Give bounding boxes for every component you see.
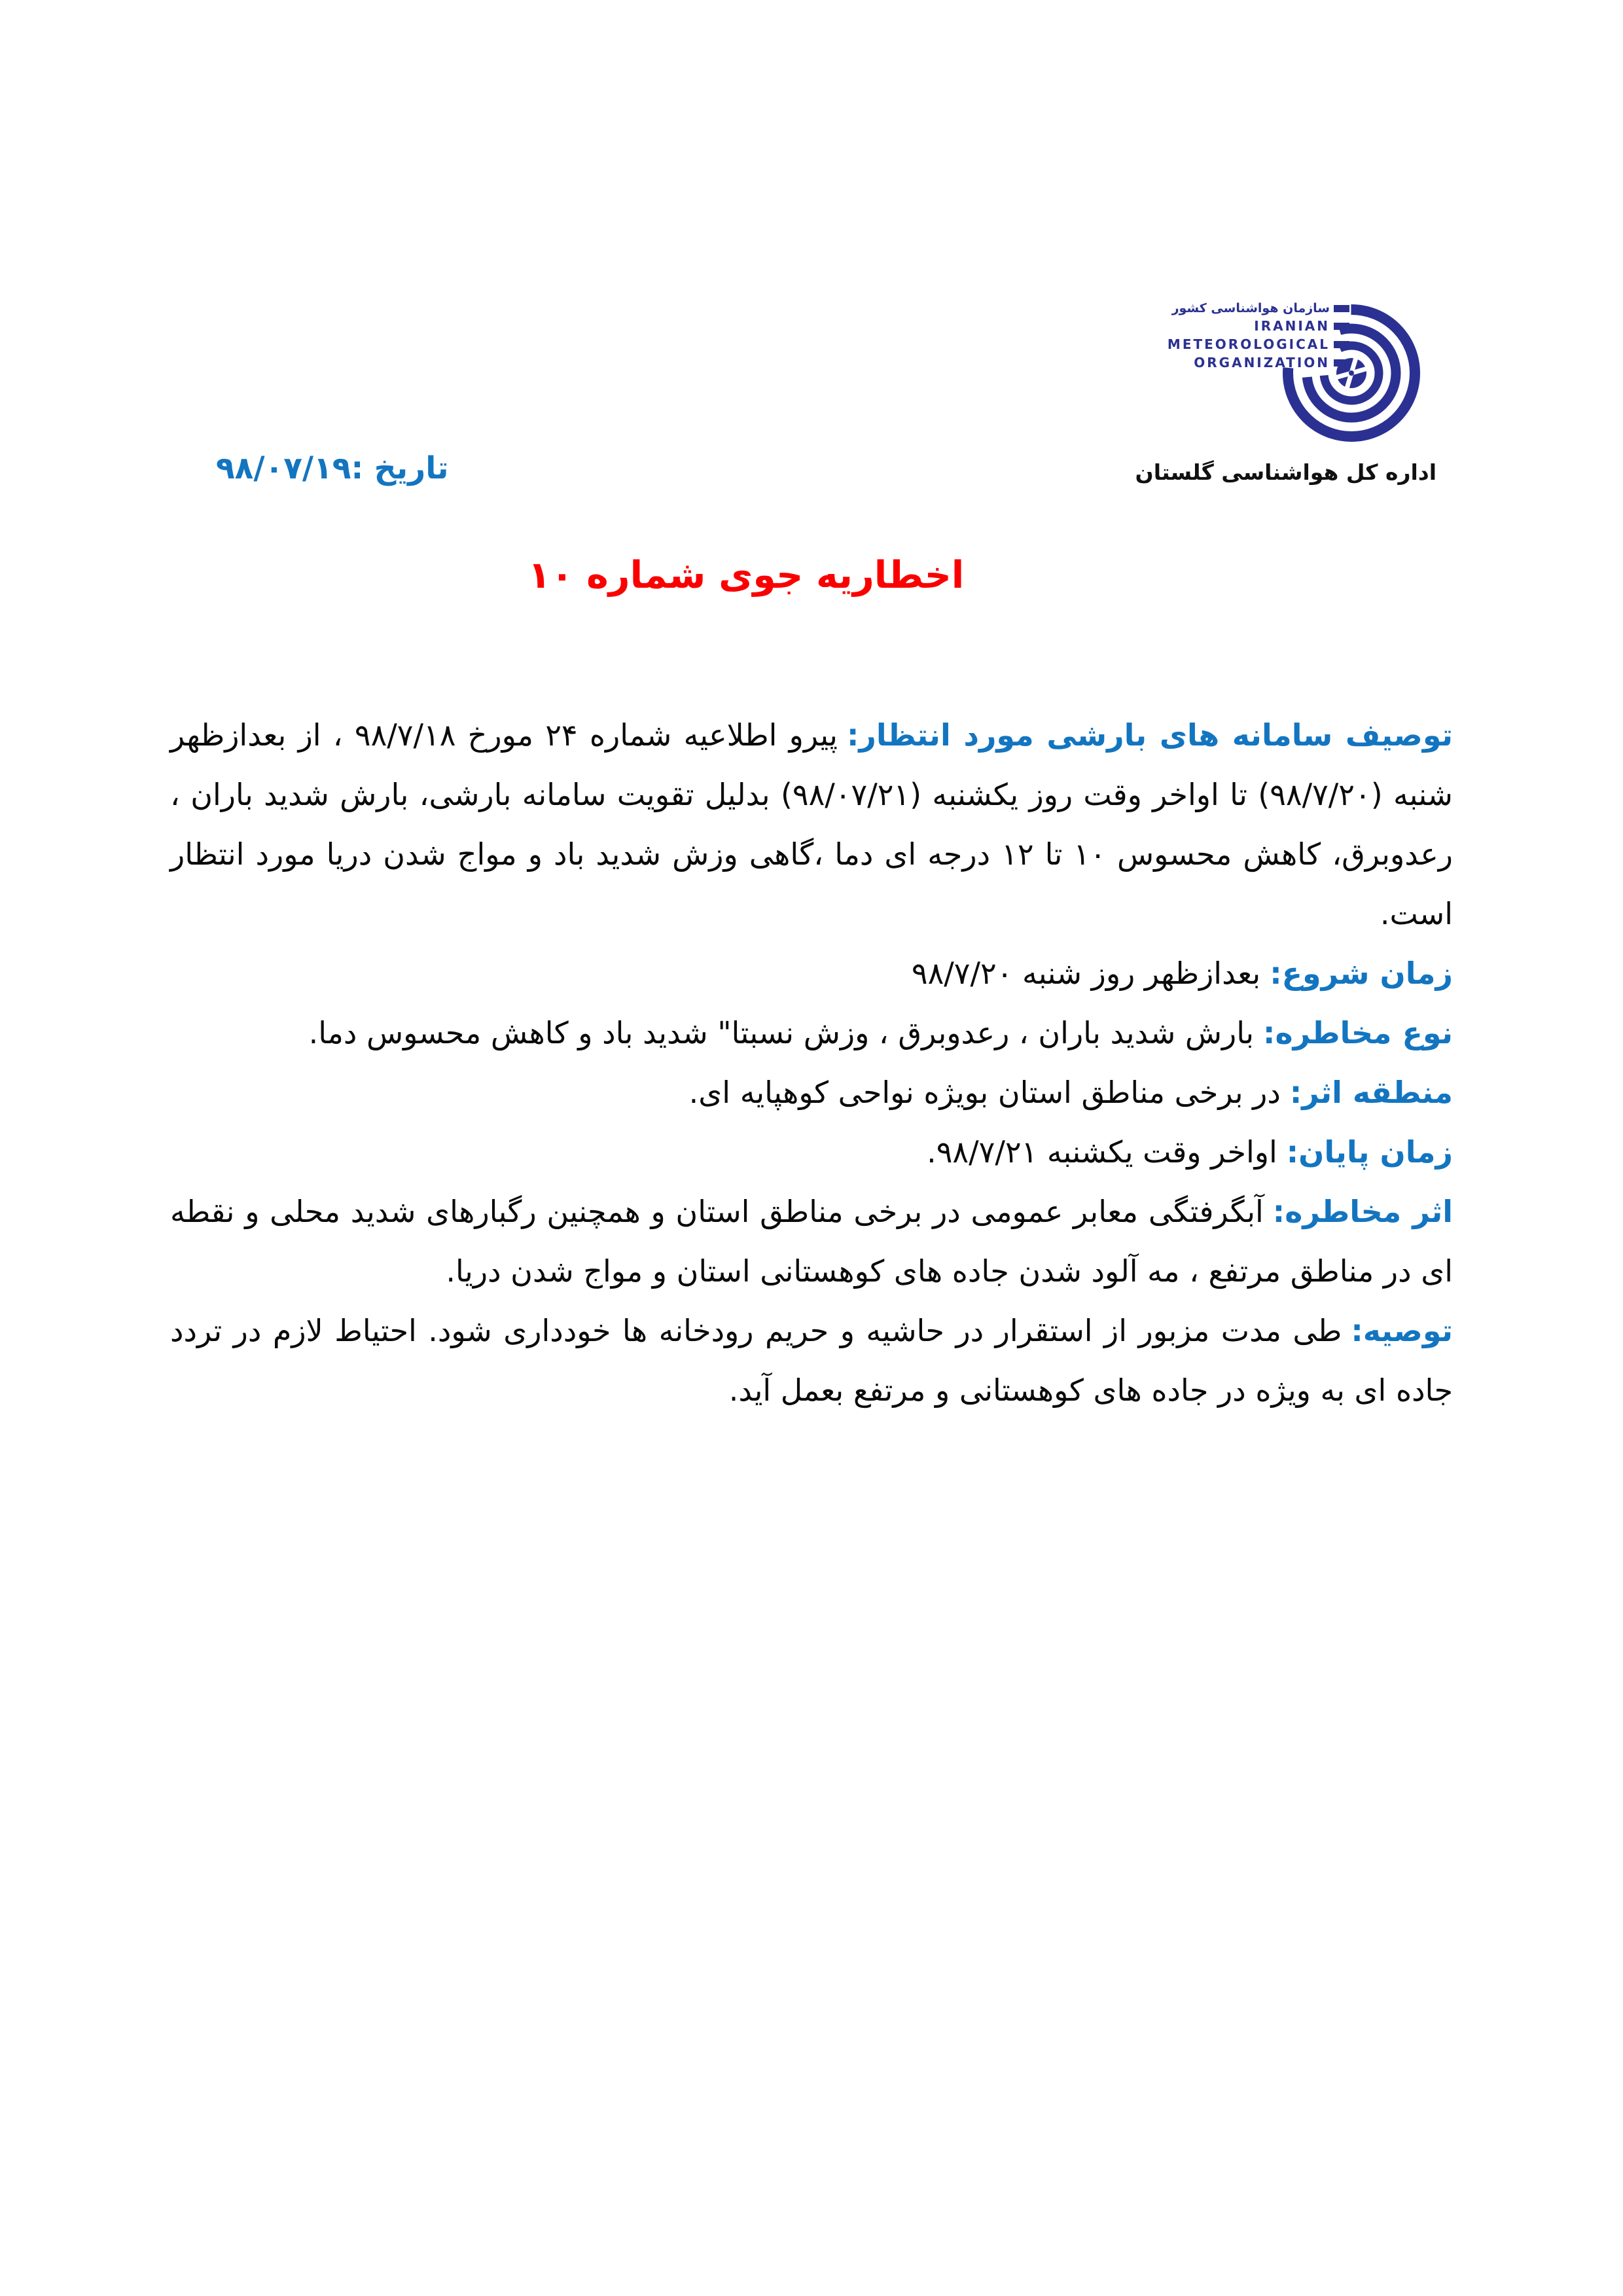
logo-tail-bar (1334, 323, 1349, 330)
section-recommendation-label: توصیه: (1351, 1313, 1453, 1348)
logo-org-name-en-1: IRANIAN (1254, 318, 1330, 334)
logo-line-en-2 (1168, 336, 1349, 352)
logo-org-name-en-3: ORGANIZATION (1194, 355, 1330, 370)
logo-tail-bar (1334, 305, 1349, 312)
section-hazard-effect-label: اثر مخاطره: (1272, 1194, 1453, 1229)
section-expected-systems (170, 706, 1453, 944)
section-end-time-text: اواخر وقت یکشنبه ۹۸/۷/۲۱. (927, 1134, 1277, 1170)
section-expected-systems-label: توصیف سامانه های بارشی مورد انتظار: (846, 717, 1453, 753)
logo-line-en-1 (1254, 318, 1349, 334)
section-start-time-text: بعدازظهر روز شنبه ۹۸/۷/۲۰ (911, 956, 1261, 991)
section-end-time (170, 1122, 1453, 1182)
page-title: اخطاریه جوی شماره ۱۰ (527, 554, 965, 597)
section-recommendation-text: طی مدت مزبور از استقرار در حاشیه و حریم رودخانه ها خودداری شود. احتیاط لازم در تردد جاده ای به ویژه در جاده های کوهستانی و مرتفع بعمل آید. (170, 1313, 1453, 1408)
office-name: اداره کل هواشناسی گلستان (1135, 459, 1436, 485)
logo-wordmark (1167, 301, 1349, 370)
section-start-time-label: زمان شروع: (1270, 956, 1453, 991)
section-hazard-type-text: بارش شدید باران ، رعدوبرق ، وزش نسبتا" شدید باد و کاهش محسوس دما. (308, 1015, 1255, 1050)
section-recommendation (170, 1301, 1453, 1420)
section-affected-area (170, 1063, 1453, 1122)
logo-line-en-3 (1194, 355, 1349, 370)
section-start-time (170, 944, 1453, 1003)
section-end-time-label: زمان پایان: (1286, 1134, 1453, 1170)
section-affected-area-label: منطقه اثر: (1289, 1075, 1453, 1110)
logo-org-name-en-2: METEOROLOGICAL (1167, 336, 1330, 352)
section-hazard-type-label: نوع مخاطره: (1263, 1015, 1453, 1050)
section-hazard-effect-text: آبگرفتگی معابر عمومی در برخی مناطق استان و همچنین رگبارهای شدید محلی و نقطه ای در مناطق مرتفع ، مه آلود شدن جاده های کوهستانی استان و مواج شدن دریا. (170, 1194, 1453, 1289)
section-hazard-effect (170, 1182, 1453, 1301)
advisory-body (170, 706, 1453, 1420)
date-label: تاریخ :۹۸/۰۷/۱۹ (216, 450, 449, 486)
section-affected-area-text: در برخی مناطق استان بویژه نواحی کوهپایه ای. (688, 1075, 1281, 1110)
logo-tail-bar (1334, 359, 1349, 367)
logo-line-fa (1172, 301, 1349, 315)
letterhead (1135, 287, 1436, 485)
met-org-logo (1167, 287, 1436, 452)
section-expected-systems-text: پیرو اطلاعیه شماره ۲۴ مورخ ۹۸/۷/۱۸ ، از بعدازظهر شنبه (۹۸/۷/۲۰) تا اواخر وقت روز یکشنبه (۹۸/۰۷/۲۱) بدلیل تقویت سامانه بارشی، بارش شدید باران ، رعدوبرق، کاهش محسوس ۱۰ تا ۱۲ درجه ای دما ،گاهی وزش شدید باد و مواج شدن دریا مورد انتظار است. (170, 717, 1454, 931)
section-hazard-type (170, 1003, 1453, 1063)
logo-org-name-fa: سازمان هواشناسی کشور (1171, 301, 1330, 315)
logo-tail-bar (1334, 341, 1349, 348)
